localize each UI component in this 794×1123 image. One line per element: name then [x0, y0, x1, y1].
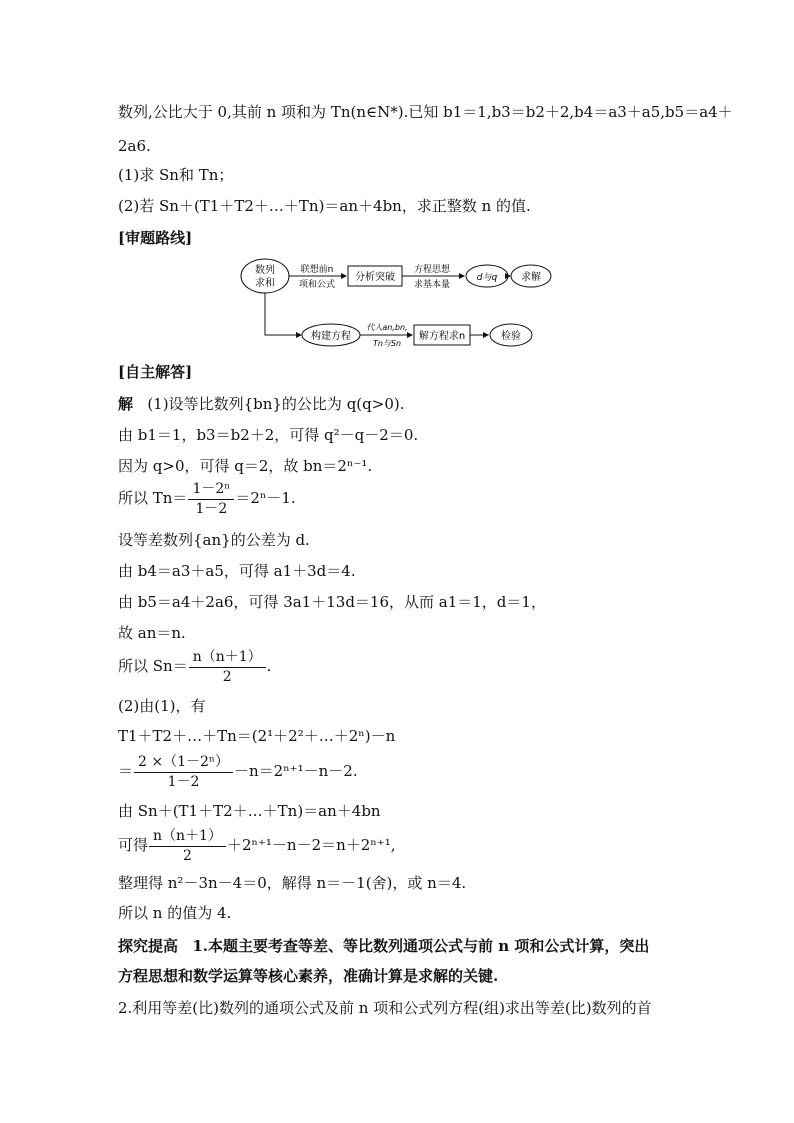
solution-label: 解 — [118, 395, 134, 413]
sum-fraction — [134, 754, 233, 791]
eq-fraction — [149, 828, 226, 865]
eq-denominator: 2 — [183, 847, 192, 864]
sum-denominator: 1－2 — [167, 773, 200, 790]
problem-line-1: 数列,公比大于 0,其前 n 项和为 Tn(n∈N*).已知 b1＝1,b3＝b2＋2,b4＝a3＋a5,b5＝a4＋ — [118, 103, 733, 121]
sn-suffix: . — [266, 657, 272, 675]
sum-prefix: ＝ — [118, 762, 134, 780]
solution-line-7: 由 b5＝a4＋2a6，可得 3a1＋13d＝16，从而 a1＝1，d＝1， — [118, 593, 546, 611]
tn-prefix: 所以 Tn＝ — [118, 489, 188, 507]
improve-paragraph-2: 2.利用等差(比)数列的通项公式及前 n 项和公式列方程(组)求出等差(比)数列的首 — [118, 999, 652, 1017]
solution-line-16: 所以 n 的值为 4. — [118, 904, 232, 922]
flow-oval-build-text: 构建方程 — [311, 331, 351, 342]
improve-text-1a: 1.本题主要考查等差、等比数列通项公式与前 n 项和公式计算，突出 — [192, 937, 650, 955]
solution-line-15: 整理得 n²－3n－4＝0，解得 n＝－1(舍)，或 n＝4. — [118, 874, 467, 892]
solution-line-3: 因为 q>0，可得 q＝2，故 bn＝2ⁿ⁻¹. — [118, 457, 373, 475]
flow-arrow-1-top: 联想前n — [300, 265, 334, 275]
flow-arrow-1-bottom: 项和公式 — [298, 280, 336, 290]
solution-line-14 — [118, 826, 396, 865]
problem-line-2: 2a6. — [118, 137, 151, 155]
flow-arrow-2-top: 方程思想 — [413, 265, 451, 275]
tn-suffix: ＝2ⁿ－1. — [235, 489, 296, 507]
tn-numerator: 1－2ⁿ — [188, 481, 234, 500]
solution-line-9 — [118, 647, 271, 686]
solution-line-8: 故 an＝n. — [118, 624, 186, 642]
solution-line-6: 由 b4＝a3＋a5，可得 a1＋3d＝4. — [118, 562, 356, 580]
eq-suffix: ＋2ⁿ⁺¹－n－2＝n＋2ⁿ⁺¹, — [226, 836, 396, 854]
flow-oval-check-text: 检验 — [501, 331, 521, 342]
solution-line-2: 由 b1＝1，b3＝b2＋2，可得 q²－q－2＝0. — [118, 426, 419, 444]
eq-numerator: n（n＋1） — [149, 828, 226, 847]
flow-start-text-1: 数列 — [255, 265, 275, 276]
flow-box-analysis-text: 分析突破 — [355, 272, 395, 283]
solution-line-4 — [118, 479, 296, 518]
eq-prefix: 可得 — [118, 836, 149, 854]
sn-numerator: n（n＋1） — [189, 649, 266, 668]
solution-line-13: 由 Sn＋(T1＋T2＋…＋Tn)＝an＋4bn — [118, 802, 381, 820]
improve-paragraph-1a — [118, 936, 649, 956]
sn-prefix: 所以 Sn＝ — [118, 657, 188, 675]
question-1: (1)求 Sn和 Tn； — [118, 166, 234, 184]
flow-arrow-3-bottom: Tn与Sn — [372, 339, 402, 348]
section-solution-heading: [自主解答] — [118, 363, 193, 381]
sn-denominator: 2 — [222, 668, 232, 685]
flow-oval-solve-text: 求解 — [521, 272, 541, 283]
tn-denominator: 1－2 — [195, 500, 228, 517]
solution-line-1 — [118, 394, 404, 414]
improve-paragraph-1b: 方程思想和数学运算等核心素养，准确计算是求解的关键. — [118, 967, 499, 985]
question-2: (2)若 Sn＋(T1＋T2＋…＋Tn)＝an＋4bn，求正整数 n 的值. — [118, 197, 531, 215]
sum-numerator: 2 ×（1－2ⁿ） — [134, 754, 233, 773]
flow-arrow-3-top: 代入an,bn, — [366, 323, 408, 332]
sum-suffix: －n＝2ⁿ⁺¹－n－2. — [233, 762, 358, 780]
sn-fraction — [189, 649, 266, 686]
flow-box-solve-n-text: 解方程求n — [418, 331, 466, 342]
flow-oval-dq-text: d与q — [476, 273, 498, 283]
review-flowchart — [0, 255, 794, 365]
flow-start-text-2: 求和 — [255, 278, 275, 289]
solution-line-11: T1＋T2＋…＋Tn＝(2¹＋2²＋…＋2ⁿ)－n — [118, 727, 396, 745]
flow-arrow-2-bottom: 求基本量 — [413, 280, 451, 290]
tn-fraction — [188, 481, 234, 518]
solution-step-1: (1)设等比数列{bn}的公比为 q(q>0). — [147, 395, 405, 413]
solution-line-12 — [118, 752, 358, 791]
solution-line-10: (2)由(1)，有 — [118, 697, 206, 715]
improve-label: 探究提高 — [118, 937, 179, 955]
solution-line-5: 设等差数列{an}的公差为 d. — [118, 531, 310, 549]
section-review-heading: [审题路线] — [118, 229, 193, 247]
flow-branch-line — [265, 293, 301, 335]
